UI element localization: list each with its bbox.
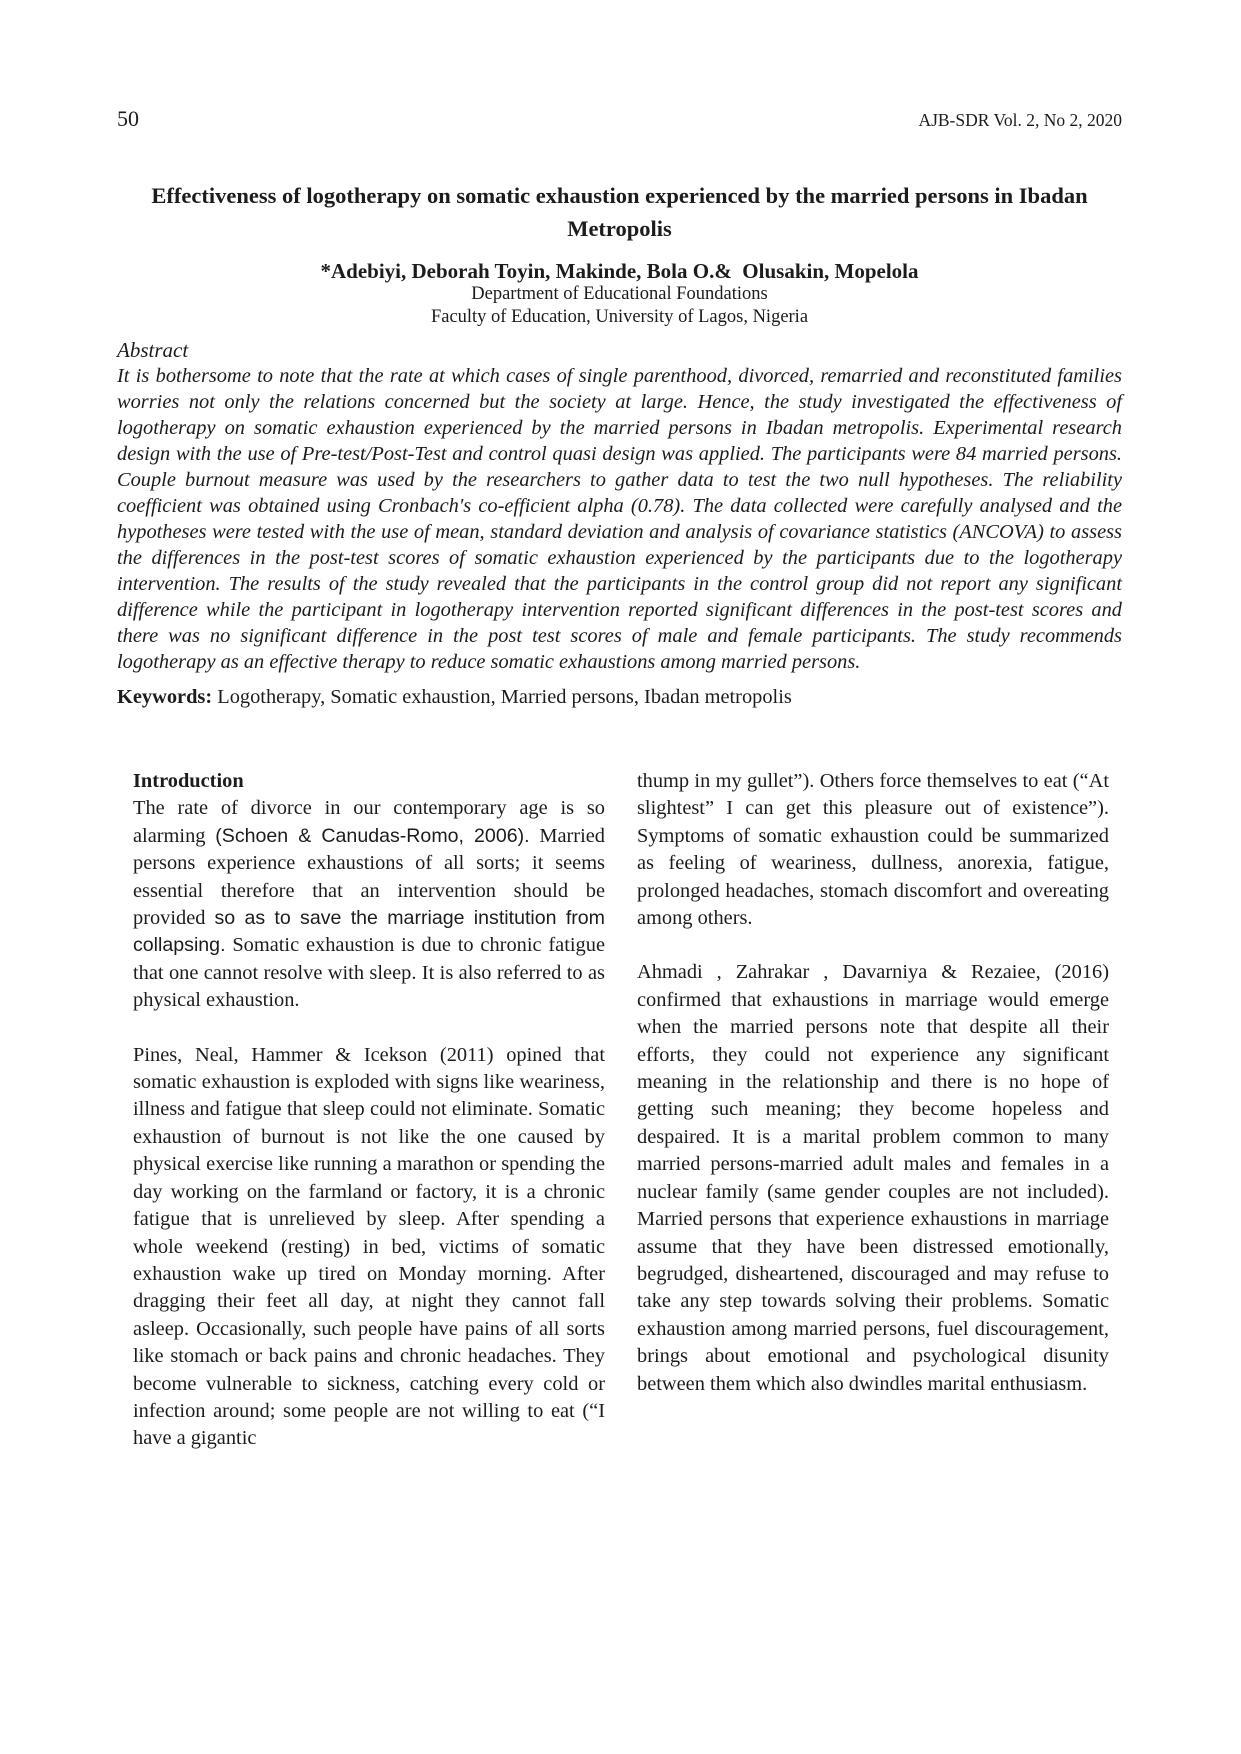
left-column xyxy=(133,768,605,1453)
keywords-line xyxy=(117,684,1122,710)
introduction-paragraph-1 xyxy=(133,795,605,1014)
abstract-heading: Abstract xyxy=(117,338,189,362)
introduction-heading: Introduction xyxy=(133,770,244,792)
right-column-paragraph-2: Ahmadi , Zahrakar , Davarniya & Rezaiee, (2016) confirmed that exhaustions in marriage would emerge when the married persons note that despite all their efforts, they could not experience any significant meaning in the relationship and there is no hope of getting such meaning; they become hopeless and despaired. It is a marital problem common to many married persons-married adult males and females in a nuclear family (same gender couples are not included). Married persons that experience exhaustions in marriage assume that they have been distressed emotionally, begrudged, disheartened, discouraged and may refuse to take any step towards solving their problems. Somatic exhaustion among married persons, fuel discouragement, brings about emotional and psychological disunity between them which also dwindles marital enthusiasm. xyxy=(637,961,1109,1395)
keywords-label: Keywords: xyxy=(117,686,213,708)
body-columns xyxy=(133,768,1122,1453)
authors-line: *Adebiyi, Deborah Toyin, Makinde, Bola O.& Olusakin, Mopelola xyxy=(320,259,919,283)
right-column-paragraph-1: thump in my gullet”). Others force themselves to eat (“At slightest” I can get this pleasure out of existence”). Symptoms of somatic exhaustion could be summarized as feeling of weariness, dullness, anorexia, fatigue, prolonged headaches, stomach discomfort and overeating among others. xyxy=(637,770,1109,930)
text-segment: (Schoen & Canudas-Romo, 2006). xyxy=(215,824,530,847)
article-title: Effectiveness of logotherapy on somatic exhaustion experienced by the married persons in Ibadan Metropolis xyxy=(151,183,1088,241)
text-segment: The rate of divorce in our contemporary age is so alarming xyxy=(133,797,605,847)
affiliation-faculty: Faculty of Education, University of Lagos, Nigeria xyxy=(430,307,809,327)
page-number: 50 xyxy=(117,106,139,131)
introduction-paragraph-2: Pines, Neal, Hammer & Icekson (2011) opined that somatic exhaustion is exploded with signs like weariness, illness and fatigue that sleep could not eliminate. Somatic exhaustion of burnout is not like the one caused by physical exercise like running a marathon or spending the day working on the farmland or factory, it is a chronic fatigue that is unrelieved by sleep. After spending a whole weekend (resting) in bed, victims of somatic exhaustion wake up tired on Monday morning. After dragging their feet all day, at night they cannot fall asleep. Occasionally, such people have pains of all sorts like stomach or back pains and chronic headaches. They become vulnerable to sickness, catching every cold or infection around; some people are not willing to eat (“I have a gigantic xyxy=(133,1043,605,1450)
journal-reference: AJB-SDR Vol. 2, No 2, 2020 xyxy=(918,110,1122,130)
text-segment: so as to save the marriage institution from collapsing. xyxy=(133,907,605,957)
keywords-value: Logotherapy, Somatic exhaustion, Married persons, Ibadan metropolis xyxy=(212,686,792,708)
text-segment: Married persons experience exhaustions of all sorts; it seems essential therefore that an intervention should be provided xyxy=(133,824,605,930)
text-segment: Somatic exhaustion is due to chronic fatigue that one cannot resolve with sleep. It is also referred to as physical exhaustion. xyxy=(133,934,605,1012)
affiliation-department: Department of Educational Foundations xyxy=(471,284,768,304)
right-column xyxy=(637,768,1109,1398)
page-header xyxy=(117,106,1122,133)
abstract-body: It is bothersome to note that the rate at which cases of single parenthood, divorced, remarried and reconstituted families worries not only the relations concerned but the society at large. Hence, the study investigated the effectiveness of logotherapy on somatic exhaustion experienced by the married persons in Ibadan metropolis. Experimental research design with the use of Pre-test/Post-Test and control quasi design was applied. The participants were 84 married persons. Couple burnout measure was used by the researchers to gather data to test the two null hypotheses. The reliability coefficient was obtained using Cronbach's co-efficient alpha (0.78). The data collected were carefully analysed and the hypotheses were tested with the use of mean, standard deviation and analysis of covariance statistics (ANCOVA) to assess the differences in the post-test scores of somatic exhaustion experienced by the participants due to the logotherapy intervention. The results of the study revealed that the participants in the control group did not report any significant difference while the participant in logotherapy intervention reported significant differences in the post-test scores and there was no significant difference in the post test scores of male and female participants. The study recommends logotherapy as an effective therapy to reduce somatic exhaustions among married persons. xyxy=(117,365,1122,673)
